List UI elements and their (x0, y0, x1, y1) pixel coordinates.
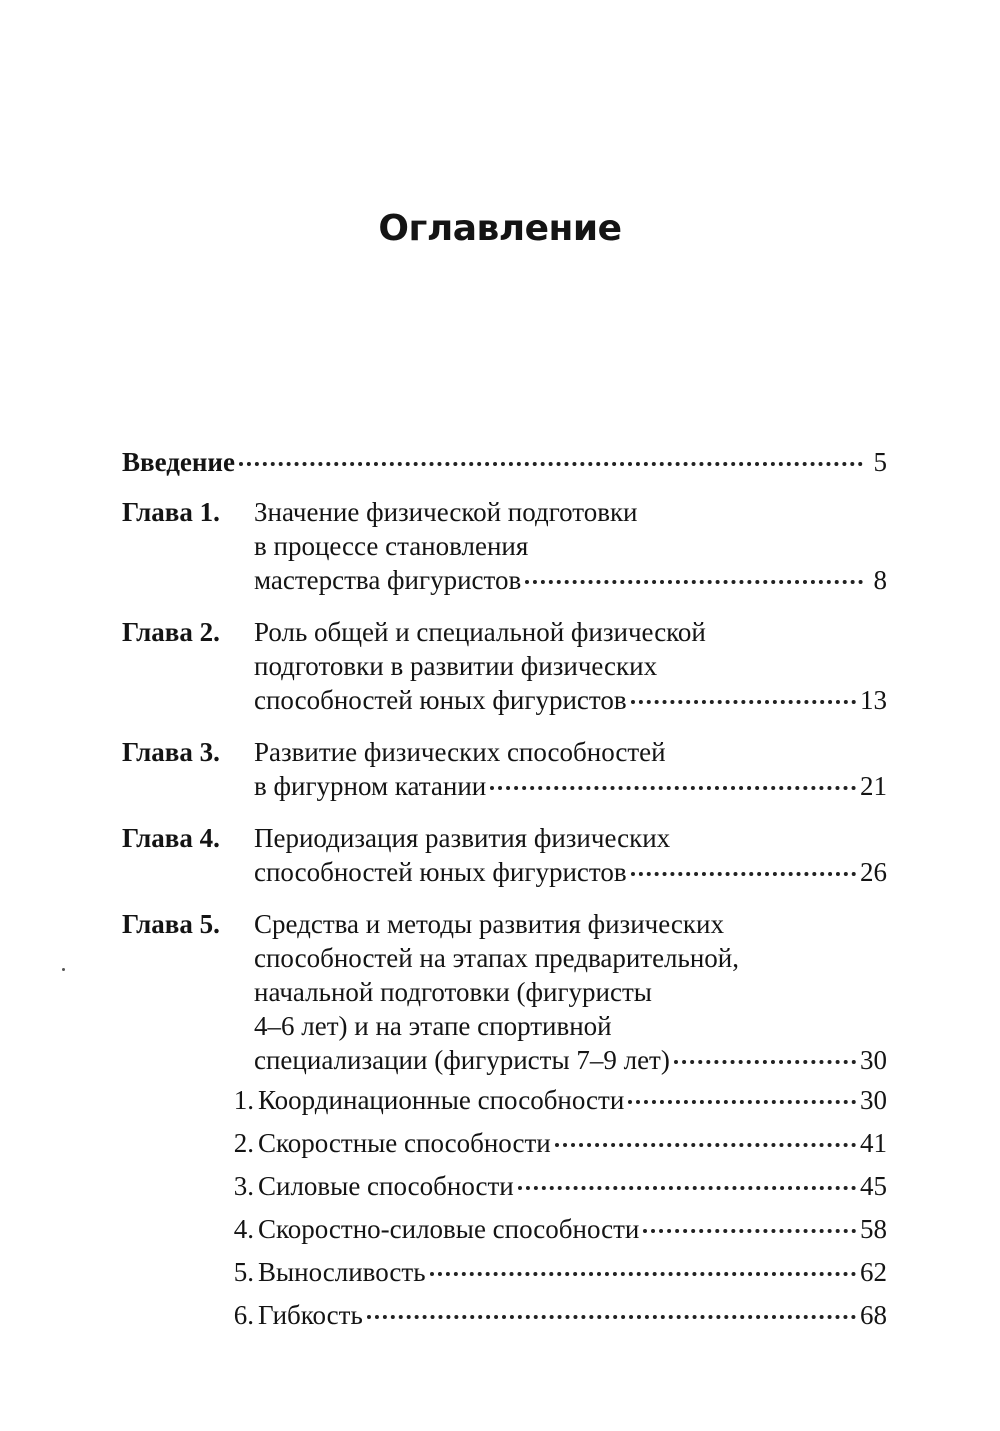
section-number: 1. (233, 1085, 254, 1115)
chapter-title-line: Роль общей и специальной физической (254, 617, 706, 647)
toc-entry-section-6[interactable] (122, 1298, 887, 1332)
section-title: Выносливость (258, 1257, 426, 1287)
chapter-title-line: начальной подготовки (фигуристы (254, 977, 652, 1007)
section-number: 3. (233, 1171, 254, 1201)
toc-page-number: 8 (873, 565, 887, 595)
chapter-title-line: Средства и методы развития физических (254, 909, 724, 939)
section-title: Силовые способности (258, 1171, 514, 1201)
toc-page-number: 45 (860, 1171, 887, 1201)
toc-entry-section-4[interactable] (122, 1212, 887, 1246)
toc-page-number: 58 (860, 1214, 887, 1244)
toc-page-number: 13 (860, 685, 887, 715)
dot-leader (430, 1272, 856, 1276)
toc-page-number: 30 (860, 1045, 887, 1075)
toc-page-number: 41 (860, 1128, 887, 1158)
toc-entry-section-2[interactable] (122, 1126, 887, 1160)
dot-leader (367, 1315, 856, 1319)
toc-entry-chapter-4[interactable] (122, 821, 887, 889)
dot-leader (555, 1143, 856, 1147)
dot-leader (239, 462, 863, 466)
dot-leader (643, 1229, 856, 1233)
section-title: Гибкость (258, 1300, 363, 1330)
chapter-title-line: способностей юных фигуристов (254, 857, 627, 887)
chapter-label: Глава 1. (122, 497, 220, 527)
toc-page-number: 68 (860, 1300, 887, 1330)
section-number: 2. (233, 1128, 254, 1158)
dot-leader (518, 1186, 856, 1190)
chapter-label: Глава 3. (122, 737, 220, 767)
toc-page-number: 62 (860, 1257, 887, 1287)
chapter-title-line: подготовки в развитии физических (254, 651, 658, 681)
chapter-label: Глава 2. (122, 617, 220, 647)
chapter-title-line: 4–6 лет) и на этапе спортивной (254, 1011, 612, 1041)
dot-leader (490, 786, 856, 790)
chapter-title-line: Развитие физических способностей (254, 737, 666, 767)
toc-page-number: 21 (860, 771, 887, 801)
toc-entry-section-5[interactable] (122, 1255, 887, 1289)
dot-leader (631, 700, 856, 704)
chapter-title-line: в фигурном катании (254, 771, 487, 801)
section-number: 4. (233, 1214, 254, 1244)
chapter-label: Глава 4. (122, 823, 220, 853)
section-title: Координационные способности (258, 1085, 625, 1115)
toc-entry-chapter-5[interactable] (122, 907, 887, 1077)
stray-print-mark (62, 968, 65, 971)
dot-leader (674, 1060, 856, 1064)
toc-entry-chapter-3[interactable] (122, 735, 887, 803)
toc-page-number: 30 (860, 1085, 887, 1115)
chapter-label: Глава 5. (122, 909, 220, 939)
chapter-title-line: в процессе становления (254, 531, 529, 561)
dot-leader (525, 580, 863, 584)
section-number: 6. (233, 1300, 254, 1330)
toc-entry-section-1[interactable] (122, 1083, 887, 1117)
toc-page-number: 26 (860, 857, 887, 887)
toc-entry-chapter-1[interactable] (122, 495, 887, 597)
section-title: Скоростно-силовые способности (258, 1214, 640, 1244)
dot-leader (631, 872, 856, 876)
chapter-title-line: мастерства фигуристов (254, 565, 522, 595)
table-of-contents (122, 445, 887, 1341)
dot-leader (628, 1100, 856, 1104)
page-title: Оглавление (378, 208, 622, 249)
toc-entry-chapter-2[interactable] (122, 615, 887, 717)
chapter-title-line: способностей на этапах предварительной, (254, 943, 739, 973)
section-title: Скоростные способности (258, 1128, 551, 1158)
chapter-title-line: специализации (фигуристы 7–9 лет) (254, 1045, 670, 1075)
chapter-title-line: Значение физической подготовки (254, 497, 638, 527)
toc-entry-intro[interactable] (122, 445, 887, 479)
toc-entry-title: Введение (122, 447, 235, 477)
toc-entry-section-3[interactable] (122, 1169, 887, 1203)
toc-page-number: 5 (873, 447, 887, 477)
chapter-title-line: способностей юных фигуристов (254, 685, 627, 715)
section-number: 5. (233, 1257, 254, 1287)
chapter-title-line: Периодизация развития физических (254, 823, 671, 853)
